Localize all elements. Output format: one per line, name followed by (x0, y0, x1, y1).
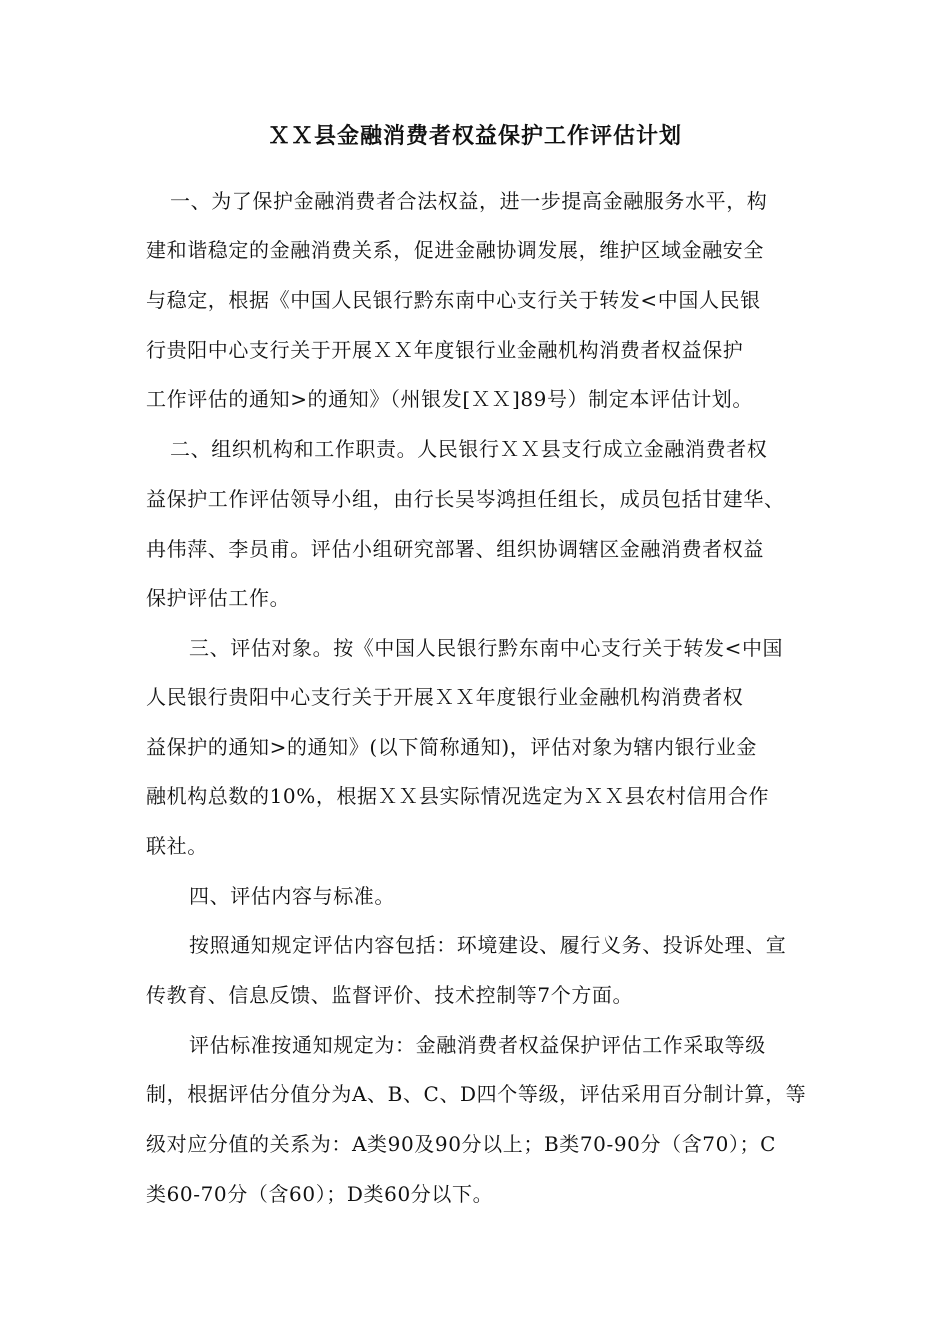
paragraph-line: 三、评估对象。按《中国人民银行黔东南中心支行关于转发<中国 (189, 636, 784, 660)
document-title: ＸＸ县金融消费者权益保护工作评估计划 (267, 123, 682, 149)
paragraph-line: 工作评估的通知>的通知》（州银发[ＸＸ]89号）制定本评估计划。 (146, 387, 754, 411)
paragraph-line: 冉伟萍、李员甫。评估小组研究部署、组织协调辖区金融消费者权益 (146, 537, 764, 561)
paragraph-line: 传教育、信息反馈、监督评价、技术控制等7个方面。 (146, 983, 634, 1007)
paragraph-line: 融机构总数的10%，根据ＸＸ县实际情况选定为ＸＸ县农村信用合作 (146, 784, 770, 808)
paragraph-line: 级对应分值的关系为：A类90及90分以上；B类70-90分（含70）；C (146, 1132, 777, 1156)
paragraph-line: 益保护的通知>的通知》(以下简称通知)，评估对象为辖内银行业金 (146, 735, 757, 759)
section-heading: 四、评估内容与标准。 (189, 884, 395, 908)
paragraph-line: 按照通知规定评估内容包括：环境建设、履行义务、投诉处理、宣 (189, 933, 787, 957)
paragraph-line: 人民银行贵阳中心支行关于开展ＸＸ年度银行业金融机构消费者权 (146, 685, 744, 709)
paragraph-line: 与稳定，根据《中国人民银行黔东南中心支行关于转发<中国人民银 (146, 288, 761, 312)
paragraph-line: 建和谐稳定的金融消费关系，促进金融协调发展，维护区域金融安全 (146, 238, 764, 262)
paragraph-line: 二、组织机构和工作职责。人民银行ＸＸ县支行成立金融消费者权 (170, 437, 768, 461)
paragraph-line: 益保护工作评估领导小组，由行长吴岑鸿担任组长，成员包括甘建华、 (146, 487, 785, 511)
paragraph-line: 类60-70分（含60）；D类60分以下。 (146, 1182, 494, 1206)
paragraph-line: 一、为了保护金融消费者合法权益，进一步提高金融服务水平，构 (170, 189, 768, 213)
paragraph-line: 保护评估工作。 (146, 586, 291, 610)
paragraph-line: 行贵阳中心支行关于开展ＸＸ年度银行业金融机构消费者权益保护 (146, 338, 744, 362)
paragraph-line: 联社。 (146, 834, 208, 858)
paragraph-line: 制，根据评估分值分为A、B、C、D四个等级，评估采用百分制计算，等 (146, 1082, 807, 1106)
paragraph-line: 评估标准按通知规定为：金融消费者权益保护评估工作采取等级 (189, 1033, 766, 1057)
